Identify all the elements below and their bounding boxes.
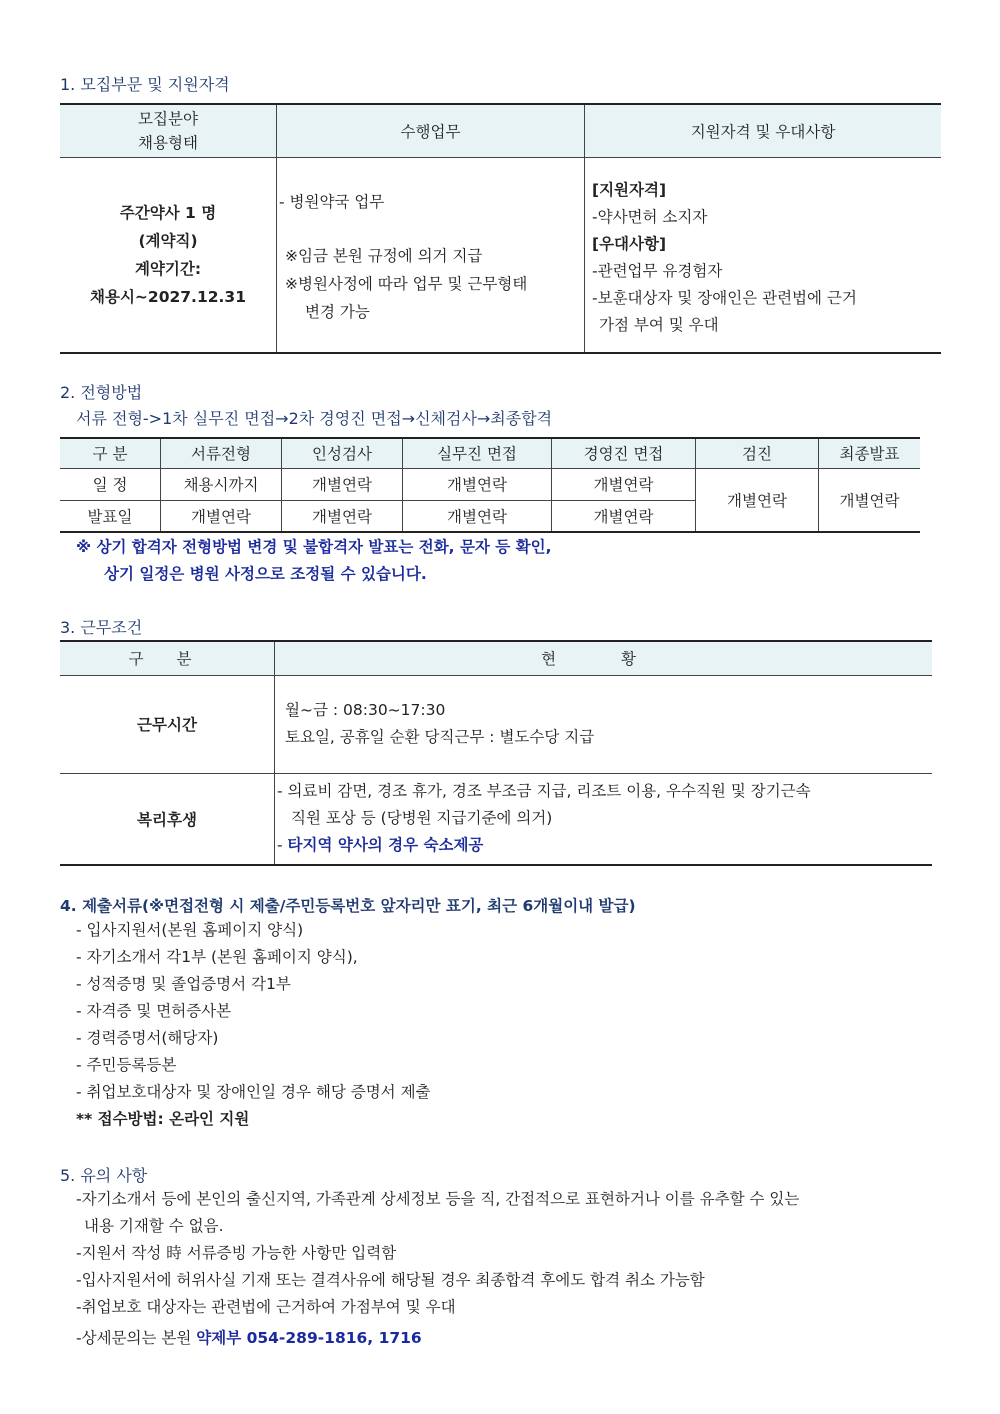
selection-flow: 서류 전형->1차 실무진 면접→2차 경영진 면접→신체검사→최종합격 bbox=[76, 409, 553, 428]
qual-cell: [지원자격] -약사면허 소지자 [우대사항] -관련업무 유경험자 -보훈대상자 및 장애인은 관련법에 근거 가점 부여 및 우대 bbox=[592, 180, 857, 334]
final-cell: 개별연락 bbox=[839, 491, 900, 510]
work-conditions-table bbox=[60, 640, 932, 866]
welfare-label: 복리후생 bbox=[60, 773, 275, 865]
section-2-title: 2. 전형방법 bbox=[60, 383, 143, 402]
list-item: - 주민등록등본 bbox=[76, 1056, 177, 1074]
duty-cell: - 병원약국 업무 ※임금 본원 규정에 의거 지급 ※병원사정에 따라 업무 및 근무형태 변경 가능 bbox=[277, 157, 585, 353]
submission-method: ** 접수방법: 온라인 지원 bbox=[76, 1110, 250, 1128]
section-1-title: 1. 모집부문 및 지원자격 bbox=[60, 75, 230, 94]
list-item: - 입사지원서(본원 홈페이지 양식) bbox=[76, 921, 304, 939]
contact-line: -상세문의는 본원 약제부 054-289-1816, 1716 bbox=[76, 1329, 422, 1347]
list-item: - 자격증 및 면허증사본 bbox=[76, 1002, 232, 1020]
cond-header-status: 현 황 bbox=[275, 641, 933, 675]
announce-cell: 개별연락 bbox=[161, 500, 282, 532]
list-item: -입사지원서에 허위사실 기재 또는 결격사유에 해당될 경우 최종합격 후에도 합격 취소 가능함 bbox=[76, 1271, 705, 1289]
sel-header-personality: 인성검사 bbox=[282, 438, 403, 468]
notes-list bbox=[76, 1186, 799, 1352]
list-item: - 경력증명서(해당자) bbox=[76, 1029, 219, 1047]
sel-header-exec-interview: 경영진 면접 bbox=[552, 438, 696, 468]
list-item: -취업보호 대상자는 관련법에 근거하여 가점부여 및 우대 bbox=[76, 1298, 456, 1316]
hours-label: 근무시간 bbox=[60, 675, 275, 773]
duty-header: 수행업무 bbox=[277, 104, 585, 157]
list-item: -자기소개서 등에 본인의 출신지역, 가족관계 상세정보 등을 직, 간접적으로 표현하거나 이를 유추할 수 있는 bbox=[76, 1190, 800, 1208]
sel-header-checkup: 검진 bbox=[696, 438, 819, 468]
field-header: 모집분야 채용형태 bbox=[60, 104, 277, 157]
selection-note-2: 상기 일정은 병원 사정으로 조정될 수 있습니다. bbox=[104, 565, 427, 583]
documents-list bbox=[76, 917, 431, 1133]
sel-header-document: 서류전형 bbox=[161, 438, 282, 468]
schedule-cell: 개별연락 bbox=[403, 468, 552, 500]
announce-cell: 개별연락 bbox=[282, 500, 403, 532]
recruitment-table bbox=[60, 103, 941, 354]
sel-header-staff-interview: 실무진 면접 bbox=[403, 438, 552, 468]
list-item: - 성적증명 및 졸업증명서 각1부 bbox=[76, 975, 291, 993]
sel-header-final: 최종발표 bbox=[819, 438, 921, 468]
list-item: 내용 기재할 수 없음. bbox=[84, 1217, 224, 1235]
cond-header-category: 구 분 bbox=[60, 641, 275, 675]
checkup-cell: 개별연락 bbox=[696, 468, 819, 532]
selection-note-1: ※ 상기 합격자 전형방법 변경 및 불합격자 발표는 전화, 문자 등 확인, bbox=[76, 538, 552, 556]
sel-header-category: 구 분 bbox=[60, 438, 161, 468]
list-item: -지원서 작성 時 서류증빙 가능한 사항만 입력함 bbox=[76, 1244, 397, 1262]
schedule-cell: 개별연락 bbox=[552, 468, 696, 500]
selection-table bbox=[60, 437, 920, 533]
welfare-cell: - 의료비 감면, 경조 휴가, 경조 부조금 지급, 리조트 이용, 우수직원 및 장기근속 직원 포상 등 (당병원 지급기준에 의거) - 타지역 약사의 경우 숙소제공 bbox=[277, 782, 811, 855]
section-4-title: 4. 제출서류(※면접전형 시 제출/주민등록번호 앞자리만 표기, 최근 6개월이내 발급) bbox=[60, 897, 636, 915]
section-5-title: 5. 유의 사항 bbox=[60, 1166, 148, 1185]
schedule-cell: 채용시까지 bbox=[161, 468, 282, 500]
announce-cell: 개별연락 bbox=[552, 500, 696, 532]
announce-cell: 개별연락 bbox=[403, 500, 552, 532]
qual-header: 지원자격 및 우대사항 bbox=[585, 104, 942, 157]
list-item: - 취업보호대상자 및 장애인일 경우 해당 증명서 제출 bbox=[76, 1083, 431, 1101]
row-schedule-label: 일 정 bbox=[60, 468, 161, 500]
list-item: - 자기소개서 각1부 (본원 홈페이지 양식), bbox=[76, 948, 358, 966]
schedule-cell: 개별연락 bbox=[282, 468, 403, 500]
field-cell: 주간약사 1 명 (계약직) 계약기간: 채용시~2027.12.31 bbox=[60, 157, 277, 353]
row-announce-label: 발표일 bbox=[60, 500, 161, 532]
hours-cell: 월~금 : 08:30~17:30 토요일, 공휴일 순환 당직근무 : 별도수당 지급 bbox=[275, 675, 933, 773]
section-3-title: 3. 근무조건 bbox=[60, 618, 143, 637]
